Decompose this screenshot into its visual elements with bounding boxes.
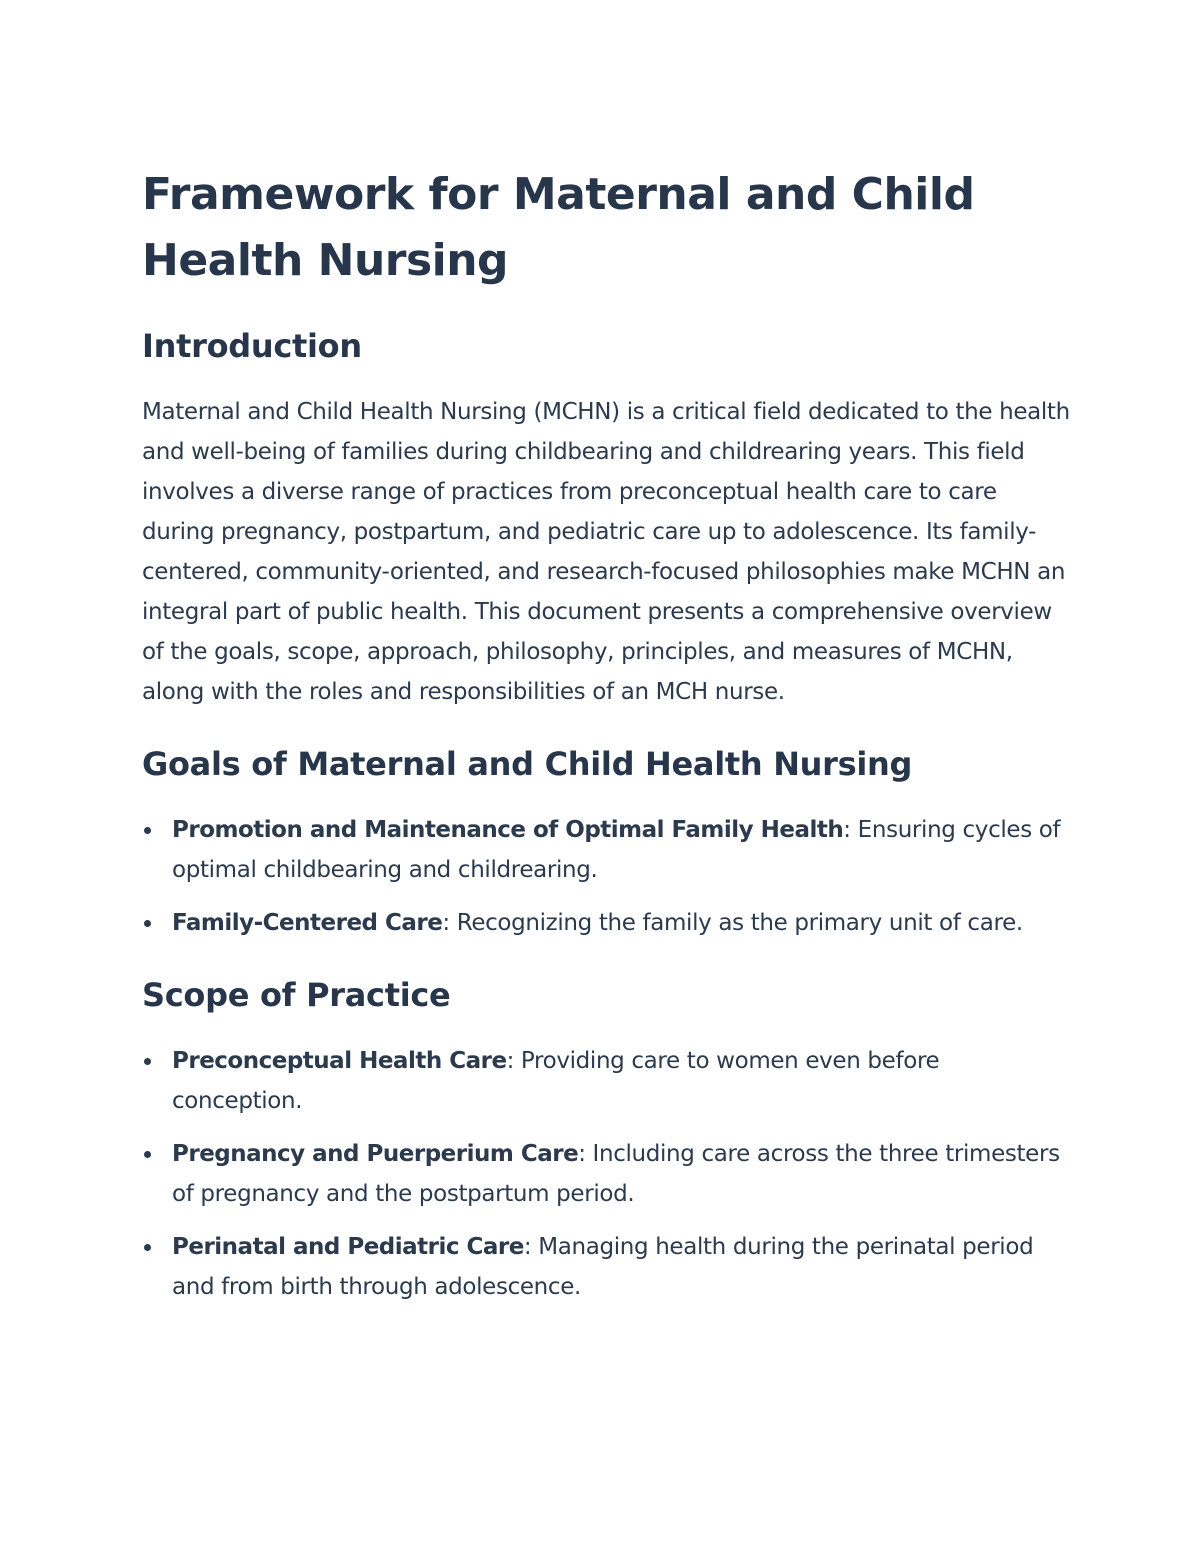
bullet-icon [144,1058,151,1065]
goals-heading: Goals of Maternal and Child Health Nursing [142,745,913,783]
scope-heading: Scope of Practice [142,976,451,1014]
scope-list [142,1041,1072,1307]
goals-list [142,810,1072,943]
bullet-icon [144,920,151,927]
bullet-icon [144,1151,151,1158]
list-item-term: Promotion and Maintenance of Optimal Family Health [172,817,844,843]
document-title: Framework for Maternal and Child Health Nursing [142,169,975,286]
bullet-icon [144,827,151,834]
list-item-description: : Providing care to women even before conception. [172,1048,940,1114]
list-item-term: Family-Centered Care [172,910,443,936]
list-item-description: : Ensuring cycles of optimal childbearing and childrearing. [172,817,1061,883]
list-item [142,810,1072,890]
list-item [142,903,1072,943]
list-item [142,1134,1072,1214]
list-item-description: : Recognizing the family as the primary unit of care. [442,910,1023,936]
scope-section [142,973,1072,1307]
bullet-icon [144,1244,151,1251]
list-item [142,1041,1072,1121]
goals-section [142,742,1072,943]
list-item-description: : Managing health during the perinatal period and from birth through adolescence. [172,1234,1034,1300]
document-page [142,162,1072,1337]
introduction-paragraph: Maternal and Child Health Nursing (MCHN) is a critical field dedicated to the health and well-being of families during childbearing and childrearing years. This field involves a diverse range of practices from preconceptual health care to care during pregnancy, postpartum, and pediatric care up to adolescence. Its family-centered, community-oriented, and research-focused philosophies make MCHN an integral part of public health. This document presents a comprehensive overview of the goals, scope, approach, philosophy, principles, and measures of MCHN, along with the roles and responsibilities of an MCH nurse. [142,399,1070,705]
list-item-term: Preconceptual Health Care [172,1048,507,1074]
introduction-section [142,324,1072,712]
introduction-heading: Introduction [142,327,362,365]
list-item-term: Perinatal and Pediatric Care [172,1234,524,1260]
list-item [142,1227,1072,1307]
list-item-description: : Including care across the three trimesters of pregnancy and the postpartum period. [172,1141,1060,1207]
list-item-term: Pregnancy and Puerperium Care [172,1141,579,1167]
